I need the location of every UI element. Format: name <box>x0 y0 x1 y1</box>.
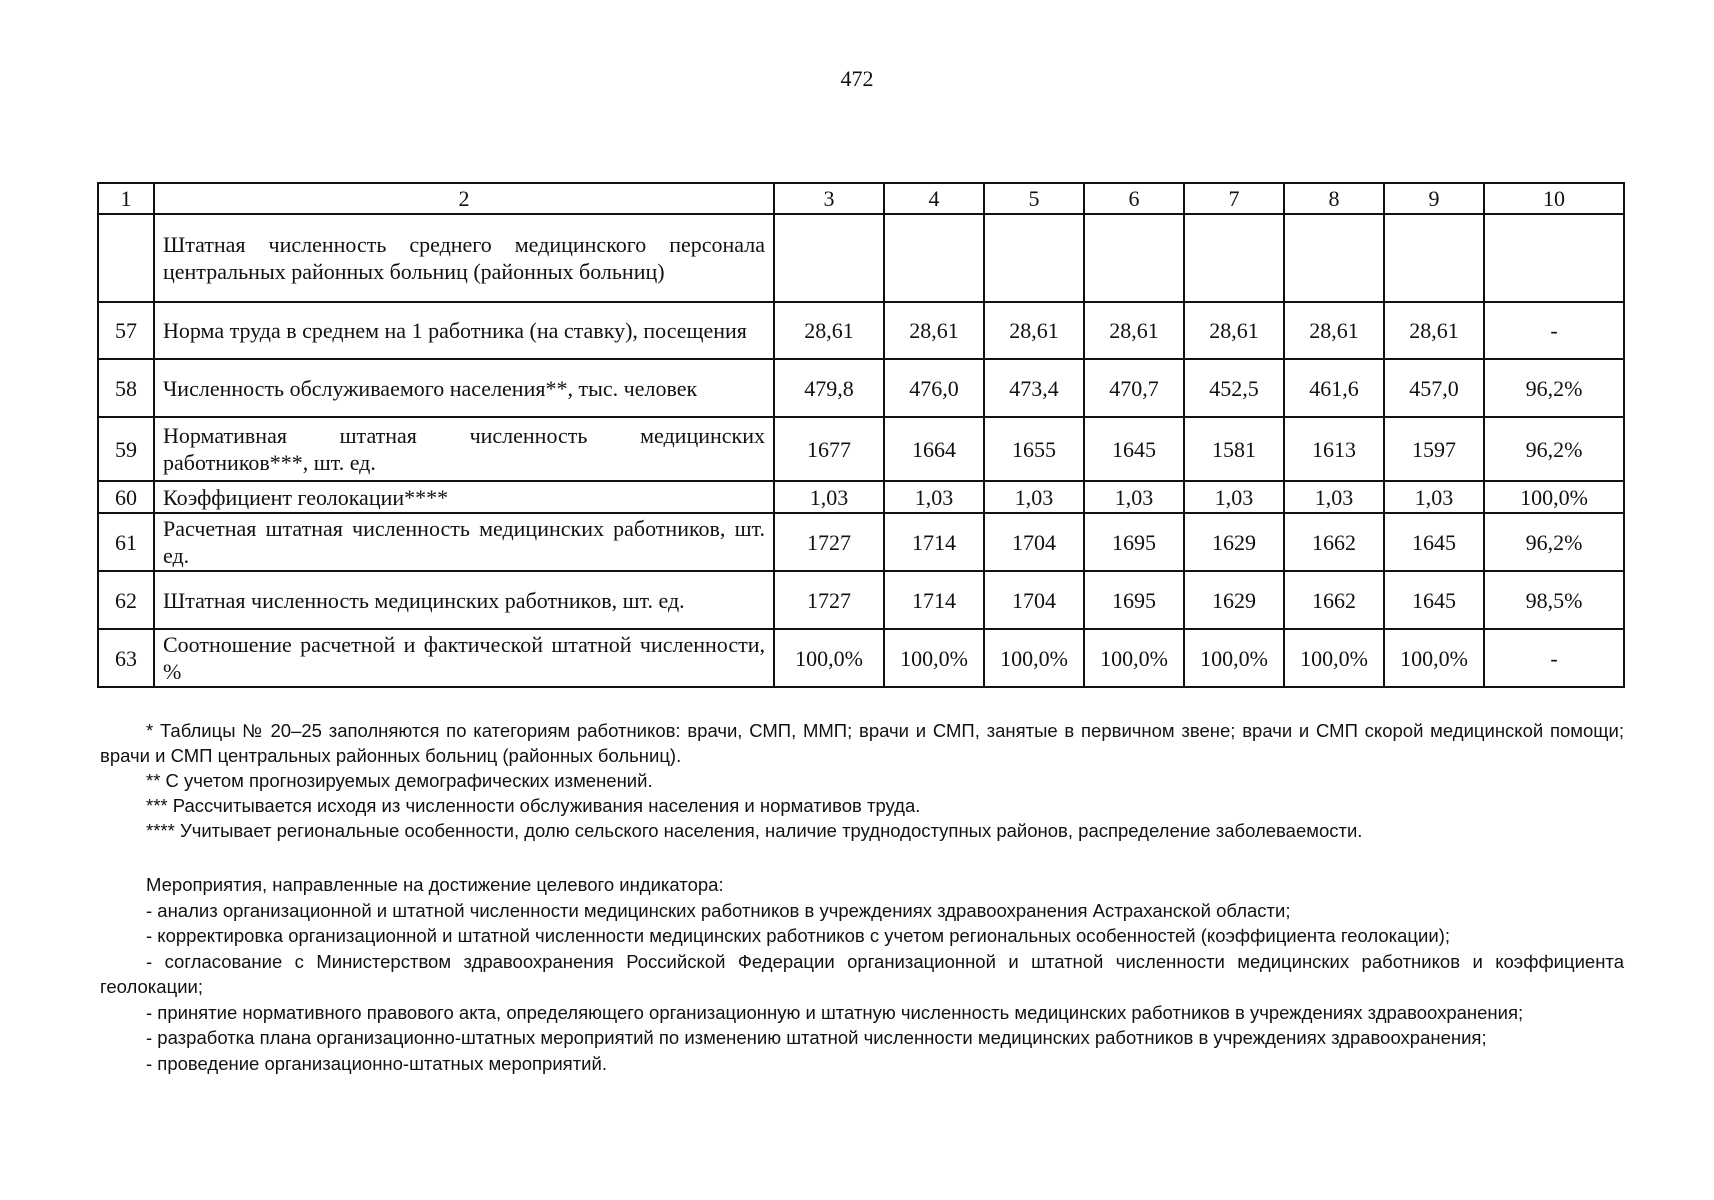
table-cell: 1695 <box>1084 513 1184 571</box>
table-cell: 452,5 <box>1184 359 1284 417</box>
column-header: 1 <box>98 183 154 214</box>
table-cell: 28,61 <box>1184 302 1284 359</box>
table-row <box>98 481 1624 513</box>
row-number: 60 <box>98 481 154 513</box>
table-cell: 28,61 <box>1084 302 1184 359</box>
column-header: 5 <box>984 183 1084 214</box>
footnotes <box>100 718 1624 843</box>
column-header: 6 <box>1084 183 1184 214</box>
row-number: 61 <box>98 513 154 571</box>
row-name: Нормативная штатная численность медицинских работников***, шт. ед. <box>154 417 774 481</box>
row-name: Численность обслуживаемого населения**, тыс. человек <box>154 359 774 417</box>
table-cell: 1581 <box>1184 417 1284 481</box>
table-cell: 28,61 <box>884 302 984 359</box>
table-cell: 1662 <box>1284 513 1384 571</box>
table-cell: 1704 <box>984 513 1084 571</box>
table-cell: 1597 <box>1384 417 1484 481</box>
table-cell: 1677 <box>774 417 884 481</box>
table-cell: 461,6 <box>1284 359 1384 417</box>
row-number <box>98 214 154 302</box>
table-cell: 1,03 <box>884 481 984 513</box>
page-number: 472 <box>840 66 874 91</box>
table-row <box>98 359 1624 417</box>
table-row <box>98 302 1624 359</box>
table-cell: 100,0% <box>1484 481 1624 513</box>
table-cell: 28,61 <box>1384 302 1484 359</box>
table-cell: 100,0% <box>884 629 984 687</box>
table-cell: 28,61 <box>1284 302 1384 359</box>
table-cell: 1704 <box>984 571 1084 629</box>
table-cell: 476,0 <box>884 359 984 417</box>
table-cell: 100,0% <box>1284 629 1384 687</box>
row-name: Соотношение расчетной и фактической штатной численности, % <box>154 629 774 687</box>
table-cell: 96,2% <box>1484 417 1624 481</box>
table-cell: 96,2% <box>1484 513 1624 571</box>
table-row <box>98 571 1624 629</box>
table-cell: 28,61 <box>984 302 1084 359</box>
table-header-row <box>98 183 1624 214</box>
row-name: Норма труда в среднем на 1 работника (на ставку), посещения <box>154 302 774 359</box>
table-cell: 457,0 <box>1384 359 1484 417</box>
row-number: 63 <box>98 629 154 687</box>
table-cell: 470,7 <box>1084 359 1184 417</box>
column-header: 7 <box>1184 183 1284 214</box>
table-cell: 1645 <box>1084 417 1184 481</box>
table-cell <box>884 214 984 302</box>
table-cell: 98,5% <box>1484 571 1624 629</box>
column-header: 4 <box>884 183 984 214</box>
footnote: **** Учитывает региональные особенности, долю сельского населения, наличие труднодоступных районов, распределение заболеваемости. <box>146 820 1363 841</box>
table-cell: 100,0% <box>984 629 1084 687</box>
column-header: 10 <box>1484 183 1624 214</box>
table-cell: 100,0% <box>1184 629 1284 687</box>
table-cell: 1,03 <box>1384 481 1484 513</box>
table-cell: 1,03 <box>774 481 884 513</box>
row-name: Штатная численность среднего медицинского персонала центральных районных больниц (районных больниц) <box>154 214 774 302</box>
footnote: ** С учетом прогнозируемых демографических изменений. <box>146 770 653 791</box>
table-cell: 1645 <box>1384 571 1484 629</box>
column-header: 8 <box>1284 183 1384 214</box>
table-cell <box>984 214 1084 302</box>
table-row <box>98 214 1624 302</box>
table-cell: 1695 <box>1084 571 1184 629</box>
column-header: 2 <box>154 183 774 214</box>
table-cell: 1727 <box>774 513 884 571</box>
staffing-table <box>97 182 1625 688</box>
measure-item: - проведение организационно-штатных мероприятий. <box>146 1052 607 1074</box>
table-cell <box>1384 214 1484 302</box>
measure-item: - разработка плана организационно-штатных мероприятий по изменению штатной численности медицинских работников в учреждениях здравоохранения; <box>146 1027 1487 1048</box>
row-number: 57 <box>98 302 154 359</box>
measures-intro: Мероприятия, направленные на достижение целевого индикатора: <box>146 874 724 895</box>
measure-item: - корректировка организационной и штатной численности медицинских работников с учетом региональных особенностей (коэффициента геолокации); <box>146 925 1450 946</box>
footnote: * Таблицы № 20–25 заполняются по категориям работников: врачи, СМП, ММП; врачи и СМП, занятые в первичном звене; врачи и СМП скорой медицинской помощи; врачи и СМП центральных районных больниц (районных больниц). <box>100 720 1624 766</box>
table-cell: 1727 <box>774 571 884 629</box>
measures-section <box>100 872 1624 1076</box>
table-row <box>98 513 1624 571</box>
table-cell: 1629 <box>1184 571 1284 629</box>
table-cell <box>774 214 884 302</box>
table-cell <box>1084 214 1184 302</box>
footnote: *** Рассчитывается исходя из численности обслуживания населения и нормативов труда. <box>146 795 921 816</box>
table-row <box>98 417 1624 481</box>
row-name: Коэффициент геолокации**** <box>154 481 774 513</box>
table-cell: 1,03 <box>1284 481 1384 513</box>
table-cell: 100,0% <box>774 629 884 687</box>
table-cell <box>1184 214 1284 302</box>
table-cell: 1714 <box>884 571 984 629</box>
table-cell <box>1284 214 1384 302</box>
measure-item: - принятие нормативного правового акта, определяющего организационную и штатную численность медицинских работников в учреждениях здравоохранения; <box>146 1001 1524 1023</box>
row-number: 58 <box>98 359 154 417</box>
table-cell: 1662 <box>1284 571 1384 629</box>
row-name: Штатная численность медицинских работников, шт. ед. <box>154 571 774 629</box>
row-name: Расчетная штатная численность медицинских работников, шт. ед. <box>154 513 774 571</box>
table-cell: 28,61 <box>774 302 884 359</box>
table-cell: 1,03 <box>1184 481 1284 513</box>
table-cell: - <box>1484 629 1624 687</box>
column-header: 9 <box>1384 183 1484 214</box>
column-header: 3 <box>774 183 884 214</box>
row-number: 62 <box>98 571 154 629</box>
table-cell: 1645 <box>1384 513 1484 571</box>
table-row <box>98 629 1624 687</box>
table-cell: 479,8 <box>774 359 884 417</box>
table-cell: 1,03 <box>984 481 1084 513</box>
table-cell: 96,2% <box>1484 359 1624 417</box>
measure-item: - согласование с Министерством здравоохранения Российской Федерации организационной и штатной численности медицинских работников и коэффициента геолокации; <box>100 950 1624 997</box>
table-cell: 1,03 <box>1084 481 1184 513</box>
table-cell: 1613 <box>1284 417 1384 481</box>
table-cell: 100,0% <box>1384 629 1484 687</box>
measure-item: - анализ организационной и штатной численности медицинских работников в учреждениях здравоохранения Астраханской области; <box>146 899 1291 921</box>
table-cell: 1714 <box>884 513 984 571</box>
row-number: 59 <box>98 417 154 481</box>
table-cell: 1629 <box>1184 513 1284 571</box>
table-cell: 1655 <box>984 417 1084 481</box>
table-cell: 100,0% <box>1084 629 1184 687</box>
table-cell: 1664 <box>884 417 984 481</box>
table-cell: 473,4 <box>984 359 1084 417</box>
table-cell: - <box>1484 302 1624 359</box>
table-cell <box>1484 214 1624 302</box>
